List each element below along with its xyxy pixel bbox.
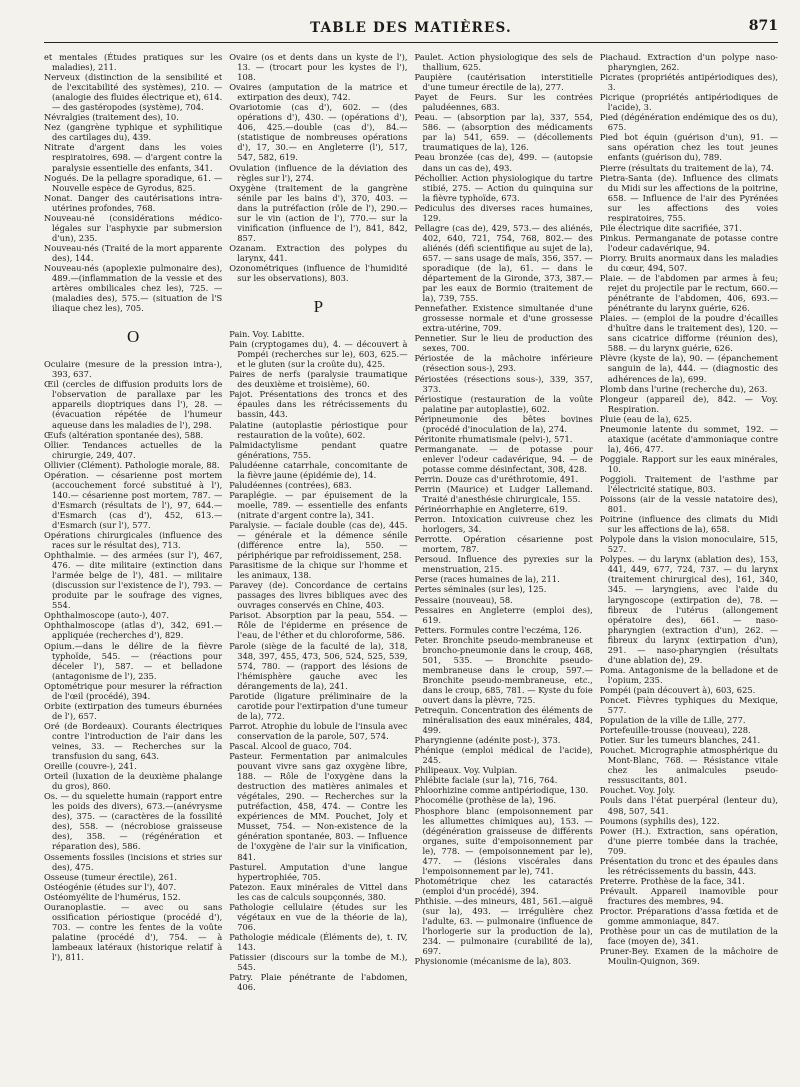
index-entry: Pennetier. Sur le lieu de production des sexes, 700. bbox=[414, 333, 593, 354]
index-entry: Pertes séminales (sur les), 125. bbox=[414, 584, 547, 595]
index-entry: Ozanam. Extraction des polypes du larynx, 441. bbox=[229, 242, 408, 263]
index-entry: Pinkus. Permanganate de potasse contre l'odeur cadavérique, 94. bbox=[599, 232, 778, 253]
index-entry: Potier. Sur les tumeurs blanches, 241. bbox=[599, 735, 761, 746]
index-entry: Pietra-Santa (de). Influence des climats du Midi sur les affections de la poitrine, 658. — Influence de l'air des Pyrénées sur les affections des voies respiratoires, 755. bbox=[599, 172, 778, 223]
index-entry: Poitrine (influence des climats du Midi sur les affections de la), 658. bbox=[599, 514, 778, 535]
index-entry: Perse (races humaines de la), 211. bbox=[414, 574, 560, 585]
index-entry: Preterre. Prothèse de la face, 341. bbox=[599, 875, 745, 886]
index-entry: Œufs (altération spontanée des), 588. bbox=[44, 429, 204, 440]
index-entry: Nogués. De la pellagre sporadique, 61. — Nouvelle espèce de Gyrodus, 825. bbox=[44, 172, 223, 193]
index-columns bbox=[44, 52, 778, 1079]
index-entry: Peter. Bronchite pseudo-membraneuse et broncho-pneumonie dans le croup, 468, 501, 535. — Bronchite pseudo-membraneuse dans le croup, 597.— Bronchite pseudo-membraneuse, etc., dans le croup, 685, 781. — Kyste du foie ouvert dans la plèvre, 725. bbox=[414, 634, 593, 705]
index-entry: et mentales (Études pratiques sur les maladies), 211. bbox=[44, 52, 223, 73]
index-entry: Optométrique pour mesurer la réfraction de l'œil (procédé), 394. bbox=[44, 680, 223, 701]
index-entry: Parrot. Atrophie du lobule de l'insula avec conservation de la parole, 507, 574. bbox=[229, 720, 408, 741]
index-entry: Pierre (résultats du traitement de la), 74. bbox=[599, 162, 774, 173]
index-entry: Plèvre (kyste de la), 90. — (épanchement sanguin de la), 444. — (diagnostic des adhérences de la), 699. bbox=[599, 353, 778, 384]
index-entry: Pied bot équin (guérison d'un), 91. — sans opération chez les tout jeunes enfants (guérison du), 789. bbox=[599, 132, 778, 163]
index-entry: Paires de nerfs (paralysie traumatique des deuxième et troisième), 60. bbox=[229, 369, 408, 390]
index-entry: Oculaire (mesure de la pression intra-), 393, 637. bbox=[44, 359, 223, 380]
index-entry: Perrin. Douze cas d'uréthrotomie, 491. bbox=[414, 473, 579, 484]
index-entry: Os. — du squelette humain (rapport entre les poids des divers), 673.—(anévrysme des), 375. — (caractères de la fossilité des), 558. — (nécrobiose graisseuse des), 358. — (régénération et réparation des), 586. bbox=[44, 791, 223, 852]
index-column-3 bbox=[415, 52, 593, 1079]
page-header bbox=[44, 14, 778, 40]
index-entry: Ovulation (influence de la déviation des règles sur l'), 274. bbox=[229, 162, 408, 183]
index-entry: Pennefather. Existence simultanée d'une grossesse normale et d'une grossesse extra-utérine, 709. bbox=[414, 303, 593, 334]
index-entry: Ouranoplastie. — avec ou sans ossification périostique (procédé d'), 703. — contre les fentes de la voûte palatine (procédé d'), 754. — à lambeaux latéraux (historique relatif à l'), 811. bbox=[44, 901, 223, 962]
index-entry: Pasturel. Amputation d'une langue hypertrophiée, 705. bbox=[229, 861, 408, 882]
index-entry: Ovaires (amputation de la matrice et extirpation des deux), 742. bbox=[229, 82, 408, 103]
header-rule bbox=[44, 42, 778, 43]
index-entry: Portefeuille-trousse (nouveau), 228. bbox=[599, 725, 751, 736]
index-entry: Plaie. — de l'abdomen par armes à feu; rejet du projectile par le rectum, 660.— pénétrante de l'abdomen, 406, 693.— pénétrante du larynx guérie, 626. bbox=[599, 273, 778, 314]
index-entry: Ovariotomie (cas d'), 602. — (des opérations d'), 430. — (opérations d'), 406, 425.—double (cas d'), 84.—(statistique de nombreuses opérations d'), 17, 30.— en Angleterre (l'), 517, 547, 582, 619. bbox=[229, 102, 408, 163]
index-entry: Petrequin. Concentration des éléments de minéralisation des eaux minérales, 484, 499. bbox=[414, 705, 593, 736]
index-entry: Pajot. Présentations des troncs et des épaules dans les rétrécissements du bassin, 443. bbox=[229, 389, 408, 420]
index-entry: Power (H.). Extraction, sans opération, d'une pierre tombée dans la trachée, 709. bbox=[599, 825, 778, 856]
index-entry: Ozonométriques (influence de l'humidité sur les observations), 803. bbox=[229, 262, 408, 284]
index-entry: Ophthalmoscope (auto-), 407. bbox=[44, 610, 170, 621]
index-entry: Phlébite faciale (sur la), 716, 764. bbox=[414, 775, 558, 786]
index-entry: Osseuse (tumeur érectile), 261. bbox=[44, 871, 177, 882]
index-entry: Péripneumonie des bêtes bovines (procédé d'inoculation de la), 274. bbox=[414, 413, 593, 434]
index-entry: Pathologie médicale (Éléments de), t. IV, 143. bbox=[229, 931, 408, 952]
page-number: 871 bbox=[748, 18, 778, 34]
index-entry: Opium.—dans le délire de la fièvre typhoïde, 545. — (réactions pour déceler l'), 587. — et belladone (antagonisme de l'), 235. bbox=[44, 640, 223, 681]
index-entry: Patezon. Eaux minérales de Vittel dans les cas de calculs soupçonnés, 380. bbox=[229, 881, 408, 902]
index-entry: Philipeaux. Voy. Vulpian. bbox=[414, 765, 518, 776]
index-entry: Persoud. Influence des pyrexies sur la menstruation, 215. bbox=[414, 554, 593, 575]
index-entry: Phloorhizine comme antipériodique, 130. bbox=[414, 785, 589, 796]
index-entry: Opération. — césarienne post mortem (accouchement forcé substitué à l'), 140.— césarienne post mortem, 787. — d'Esmarch (résultats de l'), 97, 644.—d'Esmarch (cas d'), 452, 613.—d'Esmarch (sur l'), 577. bbox=[44, 469, 223, 530]
index-entry: Névralgies (traitement des), 10. bbox=[44, 112, 179, 123]
index-entry: Phthisie. —des mineurs, 481, 561.—aiguë (sur la), 493. — irrégulière chez l'adulte, 63. — pulmonaire (influence de l'horlogerie sur la production de la), 234. — pulmonaire (curabilité de la), 697. bbox=[414, 895, 593, 957]
index-entry: Nitrate d'argent dans les voies respiratoires, 698. — d'argent contre la paralysie essentielle des enfants, 341. bbox=[44, 142, 223, 173]
index-entry: Nerveux (distinction de la sensibilité et de l'excitabilité des systèmes), 210. — (analogie des fluides électrique et), 614. — des gastéropodes (système), 704. bbox=[44, 72, 223, 113]
index-entry: Proctor. Préparations d'assa fœtida et de gomme ammoniaque, 847. bbox=[599, 905, 778, 927]
index-entry: Pathologie cellulaire (études sur les végétaux en vue de la théorie de la), 706. bbox=[229, 901, 408, 932]
index-entry: Pouchet. Voy. Joly. bbox=[599, 785, 676, 796]
index-entry: Peau bronzée (cas de), 499. — (autopsie dans un cas de), 493. bbox=[414, 152, 593, 173]
index-entry: Petters. Formules contre l'eczéma, 126. bbox=[414, 624, 582, 635]
index-entry: Piorry. Bruits anormaux dans les maladies du cœur, 494, 507. bbox=[599, 252, 778, 273]
index-entry: Pasteur. Fermentation par animalcules pouvant vivre sans gaz oxygène libre, 188. — Rôle de l'oxygène dans la destruction des matières animales et végétales, 290. — Recherches sur la putréfaction, 458, 474. — Contre les expériences de MM. Pouchet, Joly et Musset, 754. — Non-existence de la génération spontanée, 803. — Influence de l'oxygène de l'air sur la vinification, 841. bbox=[229, 751, 408, 862]
index-entry: Pharyngienne (adénite post-), 373. bbox=[414, 735, 561, 746]
index-entry: Picrique (propriétés antipériodiques de l'acide), 3. bbox=[599, 92, 778, 113]
index-entry: Ostéomyélite de l'humérus, 152. bbox=[44, 891, 181, 902]
index-entry: Pruner-Bey. Examen de la mâchoire de Moulin-Quignon, 369. bbox=[599, 946, 778, 967]
index-entry: Paravey (de). Concordance de certains passages des livres bibliques avec des ouvrages conservés en Chine, 403. bbox=[229, 580, 408, 611]
index-entry: Poggioli. Traitement de l'asthme par l'électricité statique, 803. bbox=[599, 473, 778, 495]
index-entry: Poncet. Fièvres typhiques du Mexique, 577. bbox=[599, 695, 778, 716]
index-entry: Plongeur (appareil de), 842. — Voy. Respiration. bbox=[599, 393, 778, 414]
index-entry: Polypole dans la vision monoculaire, 515, 527. bbox=[599, 534, 778, 555]
index-entry: Présentation du tronc et des épaules dans les rétrécissements du bassin, 443. bbox=[599, 855, 778, 876]
index-entry: Pediculus des diverses races humaines, 129. bbox=[414, 202, 593, 223]
index-entry: Poma. Antagonisme de la belladone et de l'opium, 235. bbox=[599, 664, 778, 685]
index-entry: Plaies. — (emploi de la poudre d'écailles d'huître dans le traitement des), 120. — sans cicatrice difforme (réunion des), 588. — du larynx guérie, 626. bbox=[599, 313, 778, 354]
index-entry: Perrin (Maurice) et Ludger Lallemand. Traité d'anesthésie chirurgicale, 155. bbox=[414, 484, 593, 505]
index-entry: Péritonite rhumatismale (pelvi-), 571. bbox=[414, 433, 573, 444]
index-entry: Périostique (restauration de la voûte palatine par autoplastie), 602. bbox=[414, 393, 593, 414]
index-entry: Phocomélie (prothèse de la), 196. bbox=[414, 795, 557, 806]
index-entry: Population de la ville de Lille, 277. bbox=[599, 715, 746, 726]
index-entry: Pouchet. Micrographie atmosphérique du Mont-Blanc, 768. — Résistance vitale chez les animalcules pseudo-ressuscitants, 801. bbox=[599, 745, 778, 786]
index-entry: Périostée de la mâchoire inférieure (résection sous-), 293. bbox=[414, 353, 593, 374]
index-entry: Nez (gangrène typhique et syphilitique des cartilages du), 439. bbox=[44, 122, 223, 143]
index-entry: Polypes. — du larynx (ablation des), 153, 441, 449, 677, 724, 737. — du larynx (traitement chirurgical des), 161, 340, 345. — laryngiens, avec l'aide du laryngoscope (extirpation de), 78. — fibreux de l'utérus (allongement opératoire des), 661. — naso-pharyngien (extraction d'un), 262. — fibreux du larynx (extirpation d'un), 291. — naso-pharyngien (résultats d'une ablation de), 29. bbox=[599, 554, 778, 665]
index-entry: Paludéenne catarrhale, concomitante de la fièvre jaune (épidémie de), 14. bbox=[229, 459, 408, 480]
index-entry: Physionomie (mécanisme de la), 803. bbox=[414, 956, 572, 967]
index-entry: Parole (siège de la faculté de la), 318, 348, 397, 455, 473, 506, 524, 525, 539, 574, 780. — (rapport des lésions de l'hémisphère gauche avec les dérangements de la), 241. bbox=[229, 640, 408, 691]
index-entry: Plomb dans l'urine (recherche du), 263. bbox=[599, 383, 768, 394]
running-title: TABLE DES MATIÈRES. bbox=[310, 20, 512, 36]
section-letter: P bbox=[313, 297, 324, 317]
index-entry: Paupière (cautérisation interstitielle d'une tumeur érectile de la), 277. bbox=[414, 72, 593, 93]
index-column-4 bbox=[600, 52, 778, 1079]
index-entry: Nouveau-né (considérations médico-légales sur l'asphyxie par submersion d'un), 235. bbox=[44, 212, 223, 243]
index-entry: Pied (dégénération endémique des os du), 675. bbox=[599, 112, 778, 133]
index-entry: Piachaud. Extraction d'un polype naso-pharyngien, 262. bbox=[599, 52, 778, 73]
index-entry: Pain (cryptogames du), 4. — découvert à Pompéi (recherches sur le), 603, 625.— et le gluten (sur la croûte du), 425. bbox=[229, 339, 408, 370]
index-entry: Pessaires en Angleterre (emploi des), 619. bbox=[414, 604, 593, 625]
index-entry: Photométrique chez les cataractés (emploi d'un procédé), 394. bbox=[414, 875, 593, 896]
index-entry: Patissier (discours sur la tombe de M.), 545. bbox=[229, 951, 408, 973]
index-entry: Opérations chirurgicales (influence des races sur le résultat des), 713. bbox=[44, 530, 223, 551]
index-entry: Oxygène (traitement de la gangrène sénile par les bains d'), 370, 403. — dans la putréfaction (rôle de l'), 290.— sur le vin (action de l'), 770.— sur la vinification (influence de l'), 841, 842, 857. bbox=[229, 182, 408, 243]
index-entry: Patry. Plaie pénétrante de l'abdomen, 406. bbox=[229, 972, 408, 993]
index-entry: Ostéogénie (études sur l'), 407. bbox=[44, 881, 177, 892]
section-letter: O bbox=[126, 327, 140, 347]
index-entry: Prévault. Appareil inamovible pour fractures des membres, 94. bbox=[599, 885, 778, 906]
index-entry: Phénique (emploi médical de l'acide), 245. bbox=[414, 745, 593, 766]
index-entry: Parisot. Absorption par la peau, 554. — Rôle de l'épiderme en présence de l'eau, de l'éther et du chloroforme, 586. bbox=[229, 610, 408, 641]
index-entry: Orteil (luxation de la deuxième phalange du gros), 860. bbox=[44, 771, 223, 792]
index-entry: Pluie (eau de la), 625. bbox=[599, 413, 693, 424]
index-entry: Perron. Intoxication cuivreuse chez les horlogers, 34. bbox=[414, 514, 593, 535]
index-entry: Prothèse pour un cas de mutilation de la face (moyen de), 341. bbox=[599, 926, 778, 947]
index-entry: Paludéennes (contrées), 683. bbox=[229, 479, 352, 490]
index-entry: Pellagre (cas de), 429, 573.— des aliénés, 402, 640, 721, 754, 768, 802.— des aliénés (défi scientifique au sujet de la), 657. — sans usage de maïs, 356, 357. — sporadique (de la), 61. — dans le département de la Gironde, 373, 387.— par les eaux de Bormio (traitement de la), 739, 755. bbox=[414, 222, 593, 304]
index-entry: Peau. — (absorption par la), 337, 554, 586. — (absorption des médicaments par la) 541, 659. — (décollements traumatiques de la), 126. bbox=[414, 112, 593, 153]
index-entry: Ollivier (Clément). Pathologie morale, 88. bbox=[44, 459, 220, 470]
index-entry: Pneumonie latente du sommet, 192. — ataxique (acétate d'ammoniaque contre la), 466, 477. bbox=[599, 423, 778, 454]
index-entry: Permanganate. — de potasse pour enlever l'odeur cadavérique, 94. — de potasse comme désinfectant, 308, 428. bbox=[414, 443, 593, 474]
index-column-1 bbox=[44, 52, 222, 1079]
index-entry: Ovaire (os et dents dans un kyste de l'), 13. — (trocart pour les kystes de l'), 108. bbox=[229, 52, 408, 83]
index-entry: Périostées (résections sous-), 339, 357, 373. bbox=[414, 373, 593, 394]
index-entry: Parotide (ligature préliminaire de la carotide pour l'extirpation d'une tumeur de la), 772. bbox=[229, 690, 408, 721]
index-entry: Poggiale. Rapport sur les eaux minérales, 10. bbox=[599, 453, 778, 474]
index-entry: Payet de Feurs. Sur les contrées paludéennes, 683. bbox=[414, 92, 593, 113]
index-entry: Ollier. Tendances actuelles de la chirurgie, 249, 407. bbox=[44, 439, 223, 460]
index-entry: Palatine (autoplastie périostique pour restauration de la voûte), 602. bbox=[229, 419, 408, 440]
index-entry: Nouveau-nés (apoplexie pulmonaire des), 489.—(inflammation de la vessie et des artères ombilicales chez les), 725. — (maladies des), 575.— (situation de l'S iliaque chez les), 705. bbox=[44, 262, 223, 314]
index-entry: Paraplégie. — par épuisement de la moelle, 789. — essentielle des enfants (nitrate d'argent contre la), 341. bbox=[229, 489, 408, 520]
index-entry: Nouveau-nés (Traité de la mort apparente des), 144. bbox=[44, 242, 223, 263]
index-entry: Poissons (air de la vessie natatoire des), 801. bbox=[599, 494, 778, 515]
index-entry: Pessaire (nouveau), 58. bbox=[414, 594, 513, 605]
index-entry: Ophthalmie. — des armées (sur l'), 467, 476. — dite militaire (extinction dans l'armée belge de l'), 481. — militaire (discussion sur l'existence de l'), 793. — produite par le soufrage des vignes, 554. bbox=[44, 550, 223, 611]
index-entry: Œil (cercles de diffusion produits lors de l'observation de parallaxe par les appareils dioptriques dans l'), 28. — (évacuation répétée de l'humeur aqueuse dans les maladies de l'), 298. bbox=[44, 379, 223, 430]
index-entry: Pain. Voy. Labitte. bbox=[229, 329, 305, 340]
index-entry: Péchollier. Action physiologique du tartre stibié, 275. — Action du quinquina sur la fièvre typhoïde, 673. bbox=[414, 172, 593, 203]
index-entry: Orbite (extirpation des tumeurs éburnées de l'), 657. bbox=[44, 700, 223, 721]
index-entry: Pouls dans l'état puerpéral (lenteur du), 498, 507, 541. bbox=[599, 795, 778, 816]
index-entry: Périnéorrhaphie en Angleterre, 619. bbox=[414, 504, 568, 515]
index-entry: Phosphore blanc (empoisonnement par les allumettes chimiques au), 153. — (dégénération graisseuse de différents organes, suite d'empoisonnement par le), 778. — (empoisonnement par le), 477. — (lésions viscérales dans l'empoisonnement par le), 741. bbox=[414, 805, 593, 876]
index-entry: Oreille (couvre-), 241. bbox=[44, 761, 137, 772]
index-entry: Oré (de Bordeaux). Courants électriques contre l'introduction de l'air dans les veines, 33. — Recherches sur la transfusion du sang, 643. bbox=[44, 720, 223, 762]
index-entry: Ossements fossiles (incisions et stries sur des), 475. bbox=[44, 851, 223, 872]
index-entry: Paulet. Action physiologique des sels de thallium, 625. bbox=[414, 52, 593, 73]
index-entry: Parasitisme de la chique sur l'homme et les animaux, 138. bbox=[229, 560, 408, 581]
index-entry: Paralysie. — faciale double (cas de), 445.— générale et la démence sénile (différence entre la), 550. — périphérique par refroidissement, 258. bbox=[229, 519, 408, 561]
index-entry: Picrates (propriétés antipériodiques des), 3. bbox=[599, 72, 778, 93]
index-entry: Palmidactylisme pendant quatre générations, 755. bbox=[229, 439, 408, 460]
index-entry: Pascal. Alcool de guaco, 704. bbox=[229, 741, 352, 751]
index-entry: Perrotte. Opération césarienne post mortem, 787. bbox=[414, 534, 593, 555]
index-entry: Pile électrique dite sacrifiée, 371. bbox=[599, 222, 742, 233]
index-column-2 bbox=[229, 52, 407, 1079]
index-entry: Nonat. Danger des cautérisations intra-utérines profondes, 768. bbox=[44, 192, 223, 213]
index-entry: Poumons (syphilis des), 122. bbox=[599, 815, 720, 826]
index-entry: Pompéi (pain découvert à), 603, 625. bbox=[599, 684, 756, 695]
index-entry: Ophthalmoscope (atlas d'), 342, 691.— appliquée (recherches d'), 829. bbox=[44, 620, 223, 641]
